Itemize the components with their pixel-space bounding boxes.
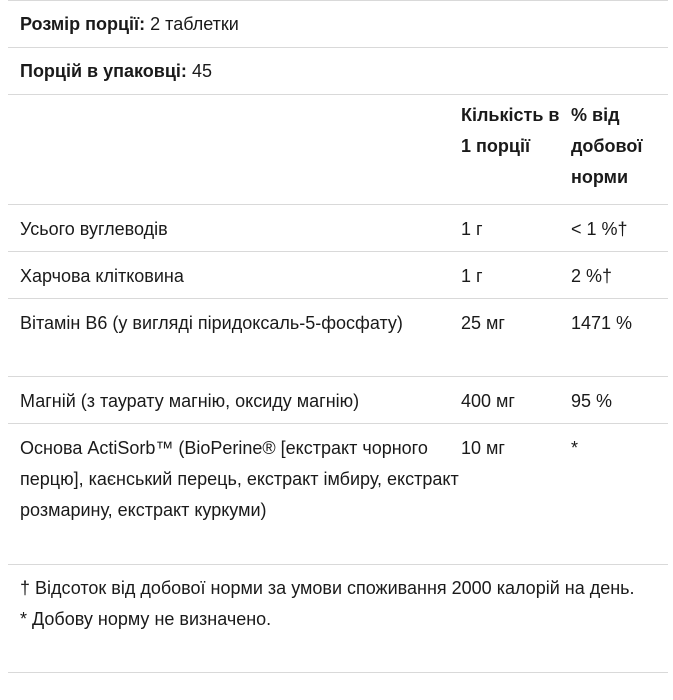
servings-per-container-value: 45 [191,61,212,81]
footnote-dagger: † Відсоток від добової норми за умови споживання 2000 калорій на день. [20,578,635,598]
table-row [8,205,668,252]
servings-per-container-label: Порцій в упаковці: [20,61,187,81]
footnote-asterisk: * Добову норму не визначено. [20,609,272,629]
header-amount: Кількість в 1 порції [461,105,560,156]
nutrient-amount: 10 мг [461,438,505,458]
servings-per-container-row [8,48,668,95]
serving-size-row [8,1,668,48]
nutrient-name: Вітамін B6 (у вигляді піридоксаль-5-фосфату) [20,313,403,333]
serving-size-label: Розмір порції: [20,14,146,34]
nutrient-amount: 1 г [461,219,483,239]
nutrient-daily-value: 1471 % [571,313,633,333]
table-row [8,252,668,299]
footnotes [8,565,668,673]
table-row [8,299,668,377]
nutrient-name: Харчова клітковина [20,266,184,286]
table-row [8,424,668,565]
supplement-facts-table [8,0,668,673]
nutrient-name: Усього вуглеводів [20,219,168,239]
nutrient-name: Магній (з таурату магнію, оксиду магнію) [20,391,360,411]
serving-size-value: 2 таблетки [150,14,239,34]
nutrient-name: Основа ActiSorb™ (BioPerine® [екстракт чорного перцю], каєнський перець, екстракт імбиру, екстракт розмарину, екстракт куркуми) [20,438,459,520]
nutrient-amount: 1 г [461,266,483,286]
table-header-row [8,95,668,205]
header-name-cell [20,95,461,104]
nutrient-daily-value: * [571,438,579,458]
nutrient-daily-value: 95 % [571,391,613,411]
table-row [8,377,668,424]
header-daily-value: % від добової норми [571,105,643,187]
nutrient-daily-value: 2 %† [571,266,613,286]
nutrient-daily-value: < 1 %† [571,219,628,239]
nutrient-amount: 400 мг [461,391,515,411]
nutrient-amount: 25 мг [461,313,505,333]
